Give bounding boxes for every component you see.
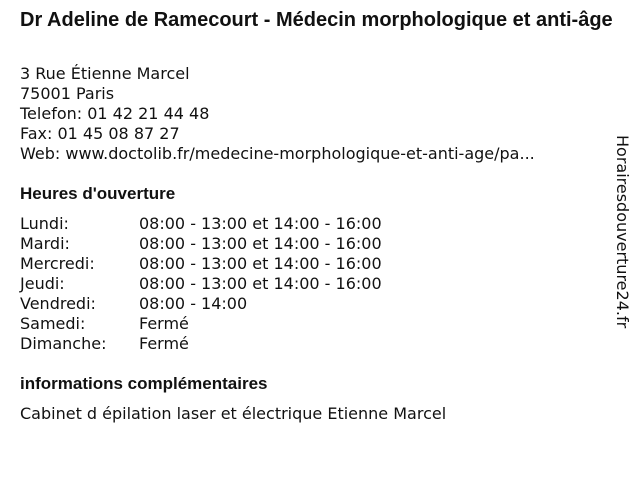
- day-hours: 08:00 - 14:00: [139, 294, 248, 313]
- day-label: Dimanche:: [20, 334, 107, 353]
- opening-hours-table: [20, 214, 382, 354]
- hours-row-tuesday: [20, 234, 382, 254]
- day-label: Jeudi:: [20, 274, 65, 293]
- hours-row-wednesday: [20, 254, 382, 274]
- phone-number[interactable]: Telefon: 01 42 21 44 48: [20, 104, 210, 123]
- day-label: Mardi:: [20, 234, 70, 253]
- day-label: Samedi:: [20, 314, 86, 333]
- hours-row-sunday: [20, 334, 382, 354]
- hours-row-thursday: [20, 274, 382, 294]
- address-city: 75001 Paris: [20, 84, 115, 103]
- hours-row-friday: [20, 294, 382, 314]
- info-heading: informations complémentaires: [20, 374, 268, 393]
- day-label: Mercredi:: [20, 254, 95, 273]
- hours-heading: Heures d'ouverture: [20, 184, 176, 203]
- fax-number: Fax: 01 45 08 87 27: [20, 124, 180, 143]
- hours-row-monday: [20, 214, 382, 234]
- address-street: 3 Rue Étienne Marcel: [20, 64, 190, 83]
- day-label: Lundi:: [20, 214, 69, 233]
- day-hours: 08:00 - 13:00 et 14:00 - 16:00: [139, 214, 382, 233]
- website-link[interactable]: Web: www.doctolib.fr/medecine-morphologique-et-anti-age/pa...: [20, 144, 535, 163]
- day-hours: 08:00 - 13:00 et 14:00 - 16:00: [139, 274, 382, 293]
- info-text: Cabinet d épilation laser et électrique Etienne Marcel: [20, 404, 447, 423]
- day-hours: 08:00 - 13:00 et 14:00 - 16:00: [139, 234, 382, 253]
- day-hours: Fermé: [139, 314, 189, 333]
- hours-row-saturday: [20, 314, 382, 334]
- day-hours: 08:00 - 13:00 et 14:00 - 16:00: [139, 254, 382, 273]
- site-watermark: Horairesdouverture24.fr: [613, 135, 632, 329]
- day-hours: Fermé: [139, 334, 189, 353]
- page-title: Dr Adeline de Ramecourt - Médecin morphologique et anti-âge: [20, 9, 613, 31]
- contact-block: [20, 64, 535, 164]
- day-label: Vendredi:: [20, 294, 96, 313]
